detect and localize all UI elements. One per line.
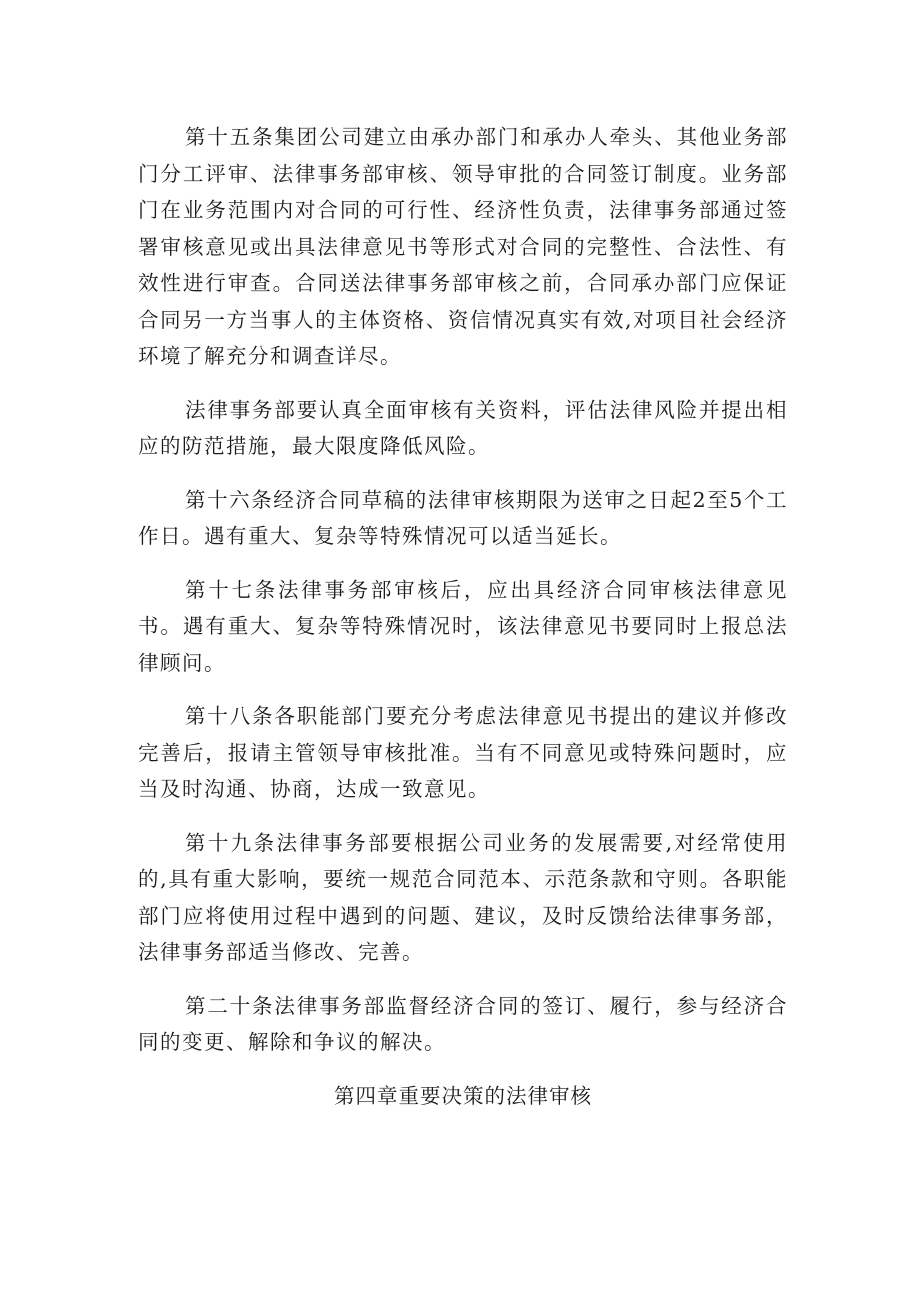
paragraph-article-19: 第十九条法律事务部要根据公司业务的发展需要,对经常使用的,具有重大影响，要统一规范合同范本、示范条款和守则。各职能部门应将使用过程中遇到的问题、建议，及时反馈给法律事务部，法律事务部适当修改、完善。 [138, 830, 788, 964]
paragraph-article-18: 第十八条各职能部门要充分考虑法律意见书提出的建议并修改完善后，报请主管领导审核批准。当有不同意见或特殊问题时，应当及时沟通、协商，达成一致意见。 [138, 704, 788, 801]
document-body [138, 119, 788, 1114]
paragraph-risk-review: 法律事务部要认真全面审核有关资料，评估法律风险并提出相应的防范措施，最大限度降低风险。 [138, 397, 788, 458]
paragraph-article-15: 第十五条集团公司建立由承办部门和承办人牵头、其他业务部门分工评审、法律事务部审核、领导审批的合同签订制度。业务部门在业务范围内对合同的可行性、经济性负责，法律事务部通过签署审核意见或出具法律意见书等形式对合同的完整性、合法性、有效性进行审查。合同送法律事务部审核之前，合同承办部门应保证合同另一方当事人的主体资格、资信情况真实有效,对项目社会经济环境了解充分和调查详尽。 [138, 125, 788, 368]
paragraph-article-17: 第十七条法律事务部审核后，应出具经济合同审核法律意见书。遇有重大、复杂等特殊情况时，该法律意见书要同时上报总法律顾问。 [138, 577, 788, 675]
paragraph-article-16: 第十六条经济合同草稿的法律审核期限为送审之日起2至5个工作日。遇有重大、复杂等特殊情况可以适当延长。 [138, 487, 788, 548]
chapter-heading: 第四章重要决策的法律审核 [334, 1083, 592, 1108]
paragraph-article-20: 第二十条法律事务部监督经济合同的签订、履行，参与经济合同的变更、解除和争议的解决。 [138, 993, 788, 1054]
